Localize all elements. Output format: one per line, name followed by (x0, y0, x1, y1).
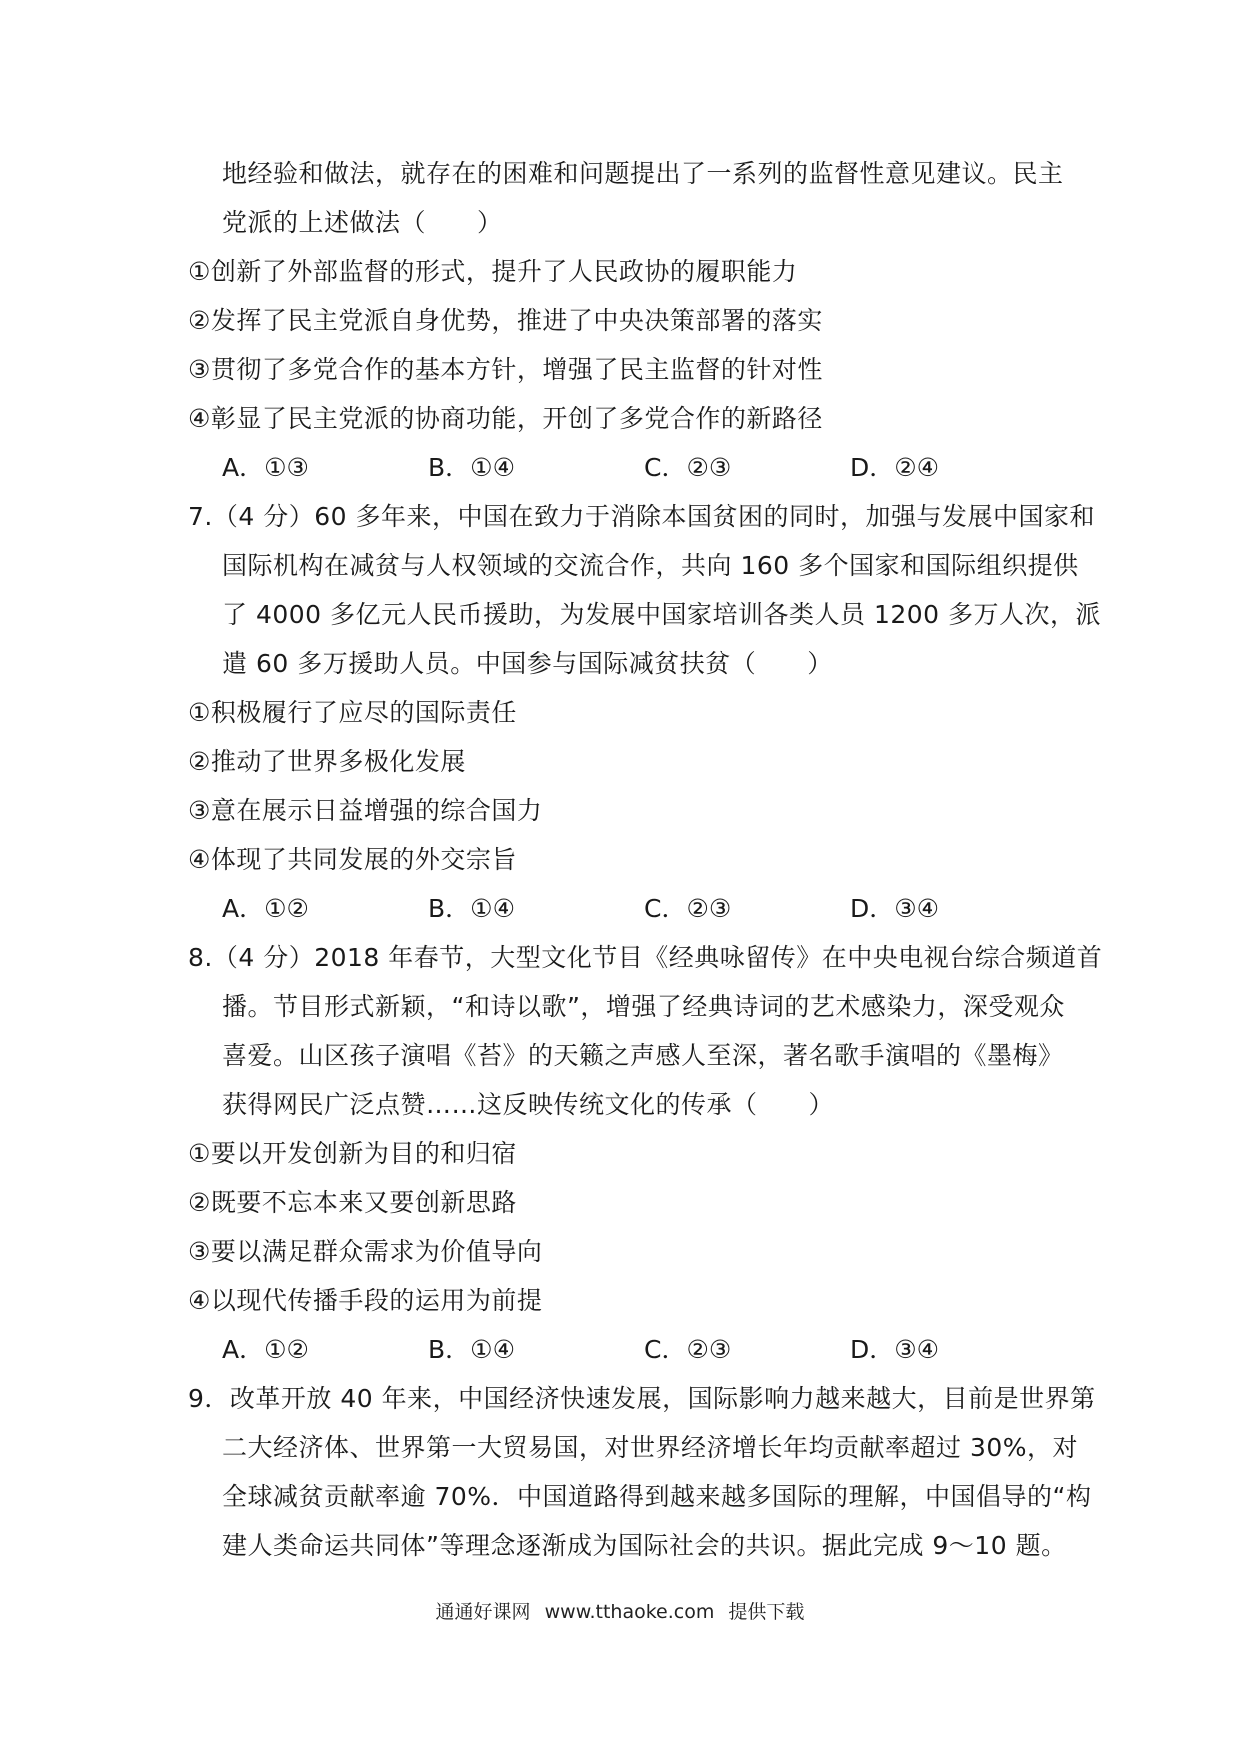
q8-stem-line: 8.（4 分）2018 年春节，大型文化节目《经典咏留传》在中央电视台综合频道首 (188, 943, 1103, 972)
q8-choice-b: B．①④ (428, 1335, 515, 1364)
footer-suffix: 提供下载 (728, 1601, 805, 1623)
q8-option-3: ③要以满足群众需求为价值导向 (188, 1237, 543, 1266)
q8-option-1: ①要以开发创新为目的和归宿 (188, 1139, 517, 1168)
q6-choices (222, 451, 982, 485)
q7-stem-line: 遣 60 多万援助人员。中国参与国际减贫扶贫（ ） (222, 649, 833, 678)
q6-choice-a: A．①③ (222, 453, 309, 482)
q8-stem-line: 喜爱。山区孩子演唱《苔》的天籁之声感人至深，著名歌手演唱的《墨梅》 (222, 1041, 1064, 1070)
q9-stem-line: 全球减贫贡献率逾 70%．中国道路得到越来越多国际的理解，中国倡导的“构 (222, 1482, 1092, 1511)
q7-option-3: ③意在展示日益增强的综合国力 (188, 796, 543, 825)
q6-option-2: ②发挥了民主党派自身优势，推进了中央决策部署的落实 (188, 306, 823, 335)
q8-stem-line: 获得网民广泛点赞……这反映传统文化的传承（ ） (222, 1090, 835, 1119)
q6-option-4: ④彰显了民主党派的协商功能，开创了多党合作的新路径 (188, 404, 823, 433)
q6-choice-d: D．②④ (850, 453, 940, 482)
q8-stem-line: 播。节目形式新颖，“和诗以歌”，增强了经典诗词的艺术感染力，深受观众 (222, 992, 1065, 1021)
footer-url: www.tthaoke.com (544, 1601, 715, 1623)
q8-choice-a: A．①② (222, 1335, 309, 1364)
q7-choices (222, 892, 982, 926)
q9-stem-line: 建人类命运共同体”等理念逐渐成为国际社会的共识。据此完成 9～10 题。 (222, 1531, 1067, 1560)
q6-stem-line: 地经验和做法，就存在的困难和问题提出了一系列的监督性意见建议。民主 (222, 159, 1064, 188)
q7-choice-a: A．①② (222, 894, 309, 923)
q6-option-3: ③贯彻了多党合作的基本方针，增强了民主监督的针对性 (188, 355, 823, 384)
q6-option-1: ①创新了外部监督的形式，提升了人民政协的履职能力 (188, 257, 798, 286)
q9-stem-line: 二大经济体、世界第一大贸易国，对世界经济增长年均贡献率超过 30%，对 (222, 1433, 1079, 1462)
q7-choice-b: B．①④ (428, 894, 515, 923)
q7-stem-line: 7.（4 分）60 多年来，中国在致力于消除本国贫困的同时，加强与发展中国家和 (188, 502, 1095, 531)
page-footer (0, 1599, 1240, 1625)
q7-option-2: ②推动了世界多极化发展 (188, 747, 466, 776)
q8-choice-d: D．③④ (850, 1335, 940, 1364)
q8-option-2: ②既要不忘本来又要创新思路 (188, 1188, 517, 1217)
q7-option-4: ④体现了共同发展的外交宗旨 (188, 845, 517, 874)
q8-option-4: ④以现代传播手段的运用为前提 (188, 1286, 543, 1315)
q6-stem-line: 党派的上述做法（ ） (222, 208, 503, 237)
q6-choice-c: C．②③ (644, 453, 732, 482)
q8-choices (222, 1333, 982, 1367)
q7-stem-line: 了 4000 多亿元人民币援助，为发展中国家培训各类人员 1200 多万人次，派 (222, 600, 1102, 629)
q7-stem-line: 国际机构在减贫与人权领域的交流合作，共向 160 多个国家和国际组织提供 (222, 551, 1079, 580)
q7-choice-d: D．③④ (850, 894, 940, 923)
footer-site-name: 通通好课网 (435, 1601, 531, 1623)
q7-option-1: ①积极履行了应尽的国际责任 (188, 698, 517, 727)
q9-stem-line: 9．改革开放 40 年来，中国经济快速发展，国际影响力越来越大，目前是世界第 (188, 1384, 1096, 1413)
q8-choice-c: C．②③ (644, 1335, 732, 1364)
q6-choice-b: B．①④ (428, 453, 515, 482)
q7-choice-c: C．②③ (644, 894, 732, 923)
